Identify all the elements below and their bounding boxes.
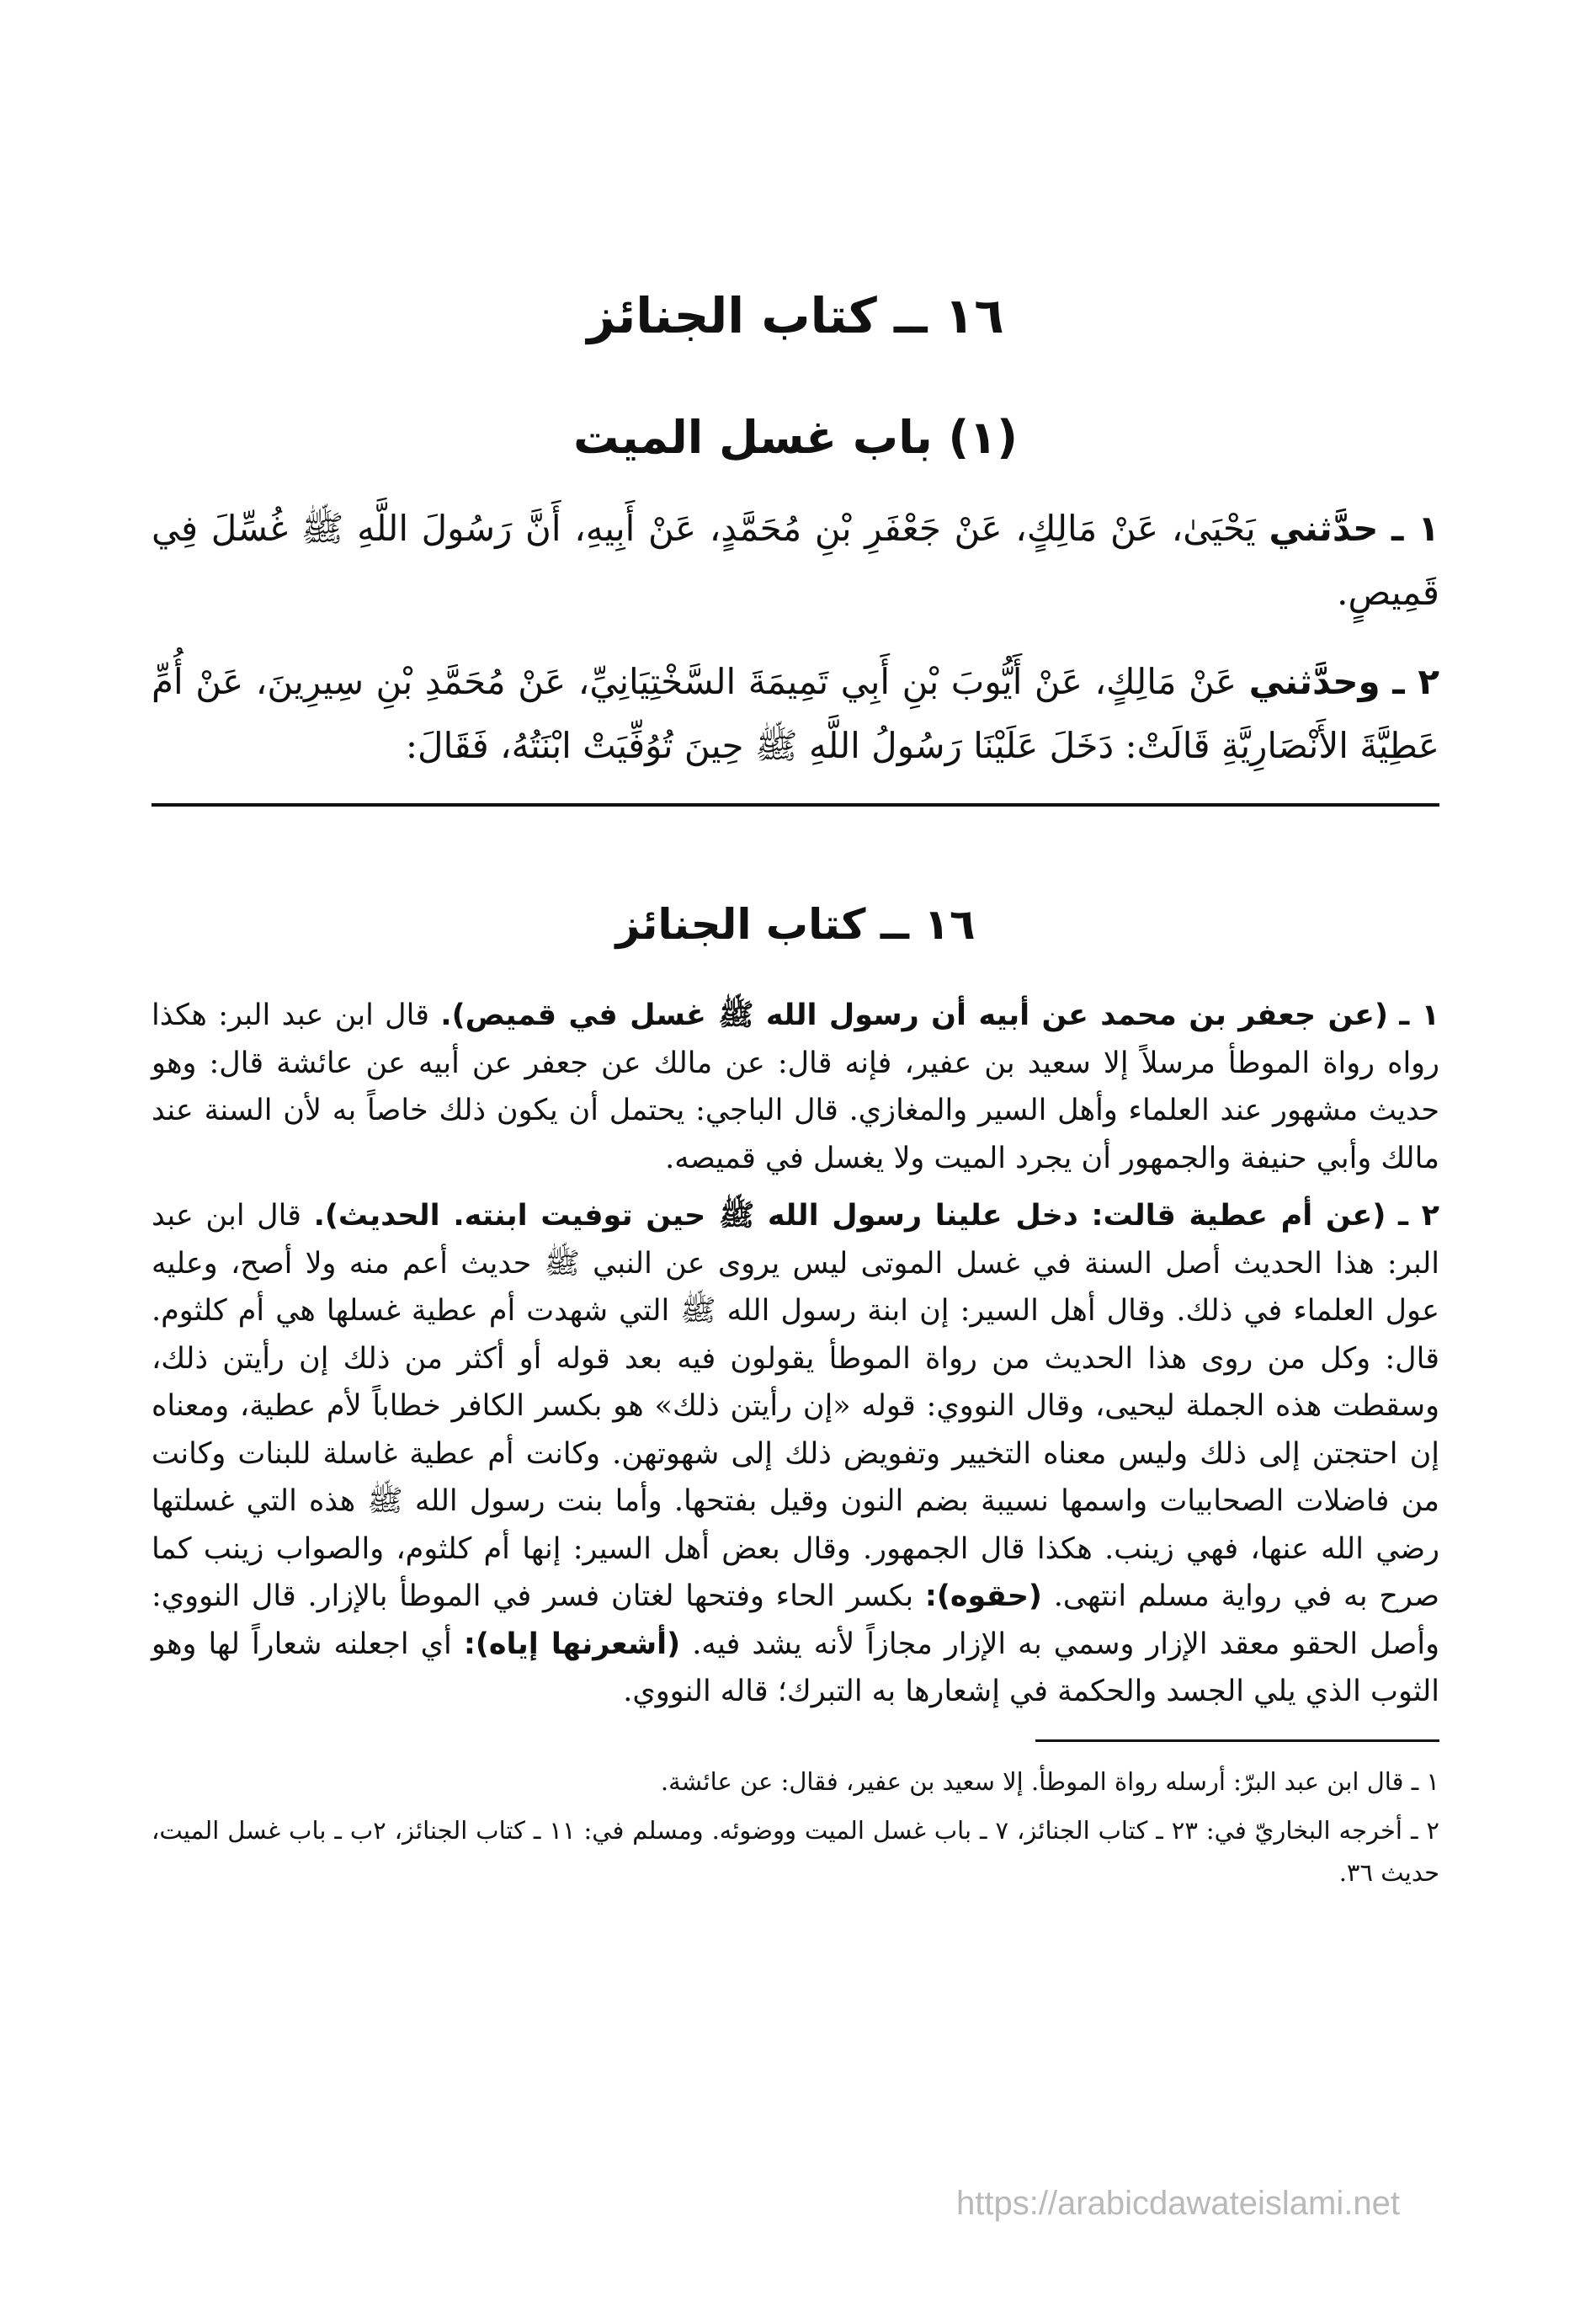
hadith-1 bbox=[152, 497, 1439, 625]
hadith-text: عَنْ مَالِكٍ، عَنْ أَيُّوبَ بْنِ أَبِي تَمِيمَةَ السَّخْتِيَانِيِّ، عَنْ مُحَمَّدِ بْنِ سِيرِينَ، عَنْ أُمِّ عَطِيَّةَ الأَنْصَارِيَّةِ قَالَتْ: دَخَلَ عَلَيْنَا رَسُولُ اللَّهِ ﷺ حِينَ تُوُفِّيَتْ ابْنَتُهُ، فَقَالَ: bbox=[152, 661, 1439, 766]
commentary-term: (حقوه): bbox=[924, 1579, 1042, 1613]
commentary-text: أي اجعلنه شعاراً لها وهو الثوب الذي يلي الجسد والحكمة في إشعارها به التبرك؛ قاله النووي. bbox=[152, 1627, 1439, 1708]
page-content bbox=[152, 278, 1439, 1900]
hadith-lead: حدَّثني bbox=[1269, 508, 1379, 549]
hadith-lead: وحدَّثني bbox=[1248, 661, 1381, 702]
commentary-quote: (عن جعفر بن محمد عن أبيه أن رسول الله ﷺ غسل في قميص). bbox=[440, 999, 1388, 1032]
commentary-quote: (عن أم عطية قالت: دخل علينا رسول الله ﷺ حين توفيت ابنته. الحديث). bbox=[313, 1199, 1386, 1233]
hadith-number: ١ ـ bbox=[1391, 508, 1439, 549]
commentary-number: ١ ـ bbox=[1399, 999, 1439, 1032]
watermark-url: https://arabicdawateislami.net bbox=[956, 2185, 1400, 2222]
commentary-number: ٢ ـ bbox=[1397, 1199, 1439, 1233]
commentary-1 bbox=[152, 992, 1439, 1182]
commentary-text: قال ابن عبد البر: هذا الحديث أصل السنة في غسل الموتى ليس يروى عن النبي ﷺ حديث أعم منه ولا أصح، وعليه عول العلماء في ذلك. وقال أهل السير: إن ابنة رسول الله ﷺ التي شهدت أم عطية غسلها هي أم كلثوم. قال: وكل من روى هذا الحديث من رواة الموطأ يقولون فيه بعد قوله أو أكثر من ذلك إن رأيتن ذلك، وسقطت هذه الجملة ليحيى، وقال النووي: قوله «إن رأيتن ذلك» هو بكسر الكافر خطاباً لأم عطية، ومعناه إن احتجتن إلى ذلك وليس معناه التخيير وتفويض ذلك إلى شهوتهن. وكانت أم عطية غاسلة للبنات وكانت من فاضلات الصحابيات واسمها نسيبة بضم النون وقيل بفتحها. وأما بنت رسول الله ﷺ هذه التي غسلتها رضي الله عنها، فهي زينب. هكذا قال الجمهور. وقال بعض أهل السير: إنها أم كلثوم، والصواب زينب كما صرح به في رواية مسلم انتهى. bbox=[152, 1199, 1439, 1613]
hadith-text: يَحْيَىٰ، عَنْ مَالِكٍ، عَنْ جَعْفَرِ بْنِ مُحَمَّدٍ، عَنْ أَبِيهِ، أَنَّ رَسُولَ اللَّهِ ﷺ غُسِّلَ فِي قَمِيصٍ. bbox=[152, 508, 1439, 613]
commentary-book-title: ١٦ ــ كتاب الجنائز bbox=[615, 900, 976, 949]
commentary-2 bbox=[152, 1192, 1439, 1716]
commentary-text: قال ابن عبد البر: هكذا رواه رواة الموطأ مرسلاً إلا سعيد بن عفير، فإنه قال: عن مالك عن جعفر عن أبيه عن عائشة قال: وهو حديث مشهور عند العلماء وأهل السير والمغازي. قال الباجي: يحتمل أن يكون ذلك خاصاً به لأن السنة عند مالك وأبي حنيفة والجمهور أن يجرد الميت ولا يغسل في قميصه. bbox=[152, 999, 1439, 1175]
footnote-1: ١ ـ قال ابن عبد البرّ: أرسله رواة الموطأ. إلا سعيد بن عفير، فقال: عن عائشة. bbox=[660, 1766, 1439, 1796]
commentary-term: (أشعرنها إياه): bbox=[463, 1627, 681, 1661]
hadith-number: ٢ ـ bbox=[1392, 661, 1439, 702]
footnote-divider bbox=[1035, 1739, 1439, 1742]
footnote-2: ٢ ـ أخرجه البخاريّ في: ٢٣ ـ كتاب الجنائز، ٧ ـ باب غسل الميت ووضوئه. ومسلم في: ١١ ـ كتاب الجنائز، ٢ب ـ باب غسل الميت، حديث ٣٦. bbox=[152, 1815, 1439, 1887]
book-title: ١٦ ــ كتاب الجنائز bbox=[587, 287, 1004, 344]
commentary-text: بكسر الحاء وفتحها لغتان فسر في الموطأ بالإزار. قال النووي: وأصل الحقو معقد الإزار وسمي به الإزار مجازاً لأنه يشد فيه. bbox=[152, 1579, 1439, 1661]
chapter-title: (١) باب غسل الميت bbox=[573, 411, 1018, 464]
hadith-2 bbox=[152, 650, 1439, 778]
section-divider bbox=[152, 803, 1439, 807]
